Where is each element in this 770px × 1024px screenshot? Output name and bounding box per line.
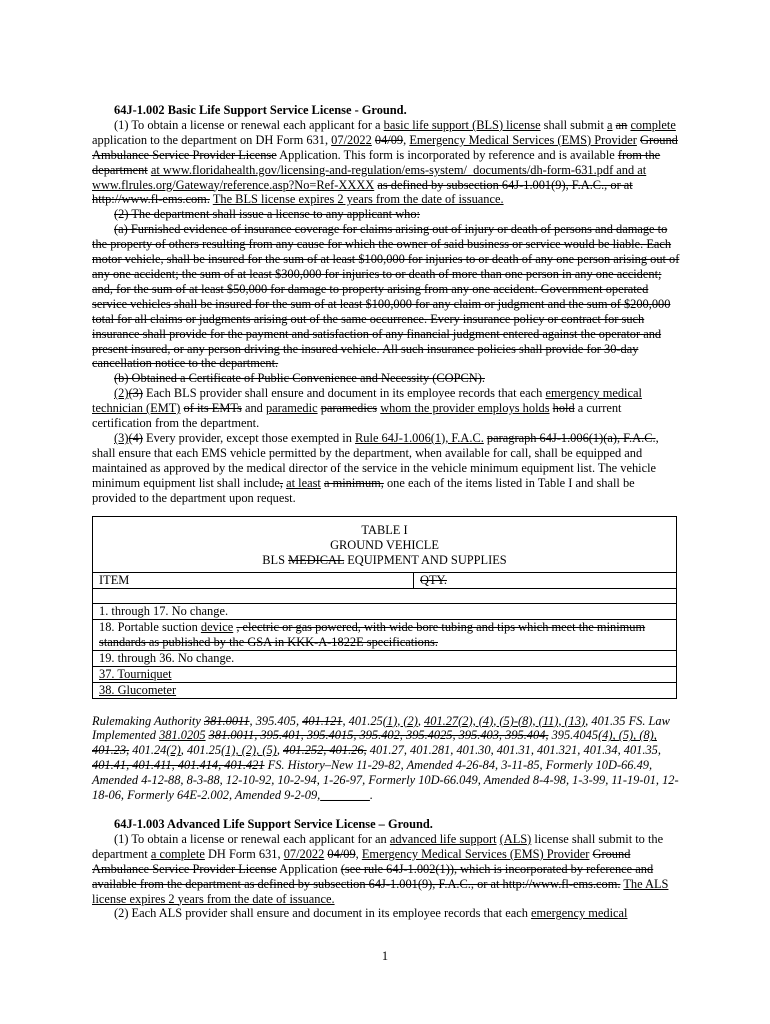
deleted-text: 04/09: [374, 132, 404, 147]
inserted-text: a complete: [150, 846, 205, 861]
table-title: [93, 517, 677, 573]
document-page: [92, 103, 680, 921]
deleted-text: as defined by subsection 64J-1.001(9), F.A.C., or at http://www.fl-ems.com.: [92, 177, 633, 207]
text-run: Rulemaking Authority: [92, 713, 204, 728]
inserted-text: 38. Glucometer: [99, 682, 177, 697]
inserted-text: (1), (2): [382, 713, 418, 728]
table-title-line-2: GROUND VEHICLE: [330, 538, 439, 553]
inserted-text: (3): [114, 430, 129, 445]
deleted-text: MEDICAL: [288, 553, 345, 568]
text-run: (1) To obtain a license or renewal each applicant for a: [114, 117, 384, 132]
column-header-item: ITEM: [93, 573, 414, 589]
deleted-text: 401.23,: [92, 743, 130, 758]
qty-label: QTY.: [420, 573, 447, 588]
inserted-text: (ALS): [499, 831, 532, 846]
deleted-text: (2) The department shall issue a license to any applicant who:: [114, 207, 421, 222]
inserted-text: whom the provider employs holds: [380, 401, 550, 416]
deleted-text: an: [615, 117, 628, 132]
text-run: 401.35 FS. Law Implemented: [92, 713, 670, 743]
inserted-text: 381.0205: [159, 728, 206, 743]
text-run: application to the department on DH Form 631,: [92, 132, 332, 147]
deleted-text: 381.0011, 395.401, 395.4015, 395.402, 395.4025, 395.403, 395.404,: [208, 728, 549, 743]
text-run: 395.4045: [548, 728, 599, 743]
inserted-text: at www.floridahealth.gov/licensing-and-regulation/ems-system/_documents/dh-form-631.pdf and at www.flrules.org/Gateway/reference.asp?No=Ref-XXXX: [92, 162, 647, 192]
text-run: FS. History–New 11-29-82, Amended 4-26-84, 3-11-85, Formerly 10D-66.49, Amended 4-12-88, 8-3-88, 12-10-92, 10-2-94, 1-26-97, Formerly 10D-66.049, Amended 8-4-98, 1-3-99, 11-19-01, 12-18-06, Formerly 64E-2.002, Amended 9-2-09,: [92, 758, 679, 803]
text-run: 401.24: [129, 743, 167, 758]
text-run: BLS: [262, 553, 289, 568]
section-heading-64j-1-003: 64J-1.003 Advanced Life Support Service License – Ground.: [114, 816, 433, 831]
inserted-text: a: [607, 117, 613, 132]
inserted-text: complete: [630, 117, 676, 132]
paragraph-4: [92, 431, 680, 506]
text-run: EQUIPMENT AND SUPPLIES: [344, 553, 507, 568]
inserted-text: 37. Tourniquet: [99, 666, 172, 681]
inserted-text: (2): [114, 386, 129, 401]
text-run: , 401.25: [180, 743, 222, 758]
inserted-text: ________: [320, 788, 370, 803]
deleted-text: (4): [128, 430, 143, 445]
section-heading-64j-1-002: 64J-1.002 Basic Life Support Service License - Ground.: [114, 103, 407, 117]
inserted-text: (2): [166, 743, 181, 758]
deleted-text: (a) Furnished evidence of insurance coverage for claims arising out of injury or death of persons and damage to the property of others resulting from any cause for which the owner of said business or service would be liable. Each motor vehicle, shall be insured for the sum of at least $100,000 for injuries to or death of any one person arising out of any one accident; the sum of at least $300,000 for injuries to or death of more than one person in any one accident; and, for the sum of at least $50,000 for damage to property arising from any one accident. Government operated service vehicles shall be insured for the sum of at least $100,000 for any claim or judgment and the sum of $200,000 total for all claims or judgments arising out of the same occurrence. Every insurance policy or contract for such insurance shall provide for the payment and satisfaction of any financial judgment entered against the operator and present insured, or any person driving the insured vehicle. All such insurance policies shall provide for 30-day cancellation notice to the department.: [92, 222, 680, 371]
inserted-text: device: [200, 620, 234, 634]
inserted-text: basic life support (BLS) license: [383, 117, 541, 132]
table-row: [93, 666, 677, 682]
table-row: [93, 682, 677, 698]
deleted-text: , electric or gas powered, with wide bore tubing and tips which meet the minimum standards as published by the GSA in KKK-A-1822E specifications.: [99, 620, 646, 649]
paragraph-3: [92, 386, 680, 431]
rule-history: [92, 714, 680, 803]
deleted-text: 381.0011: [203, 713, 250, 728]
inserted-text: Emergency Medical Services (EMS) Provider: [361, 846, 590, 861]
page-number: 1: [381, 949, 389, 963]
als-paragraph-1: [92, 832, 680, 907]
paragraph-2a: [92, 222, 680, 371]
inserted-text: 401.27(2), (4), (5)-(8), (11), (13),: [424, 713, 589, 728]
deleted-text: a minimum,: [323, 475, 384, 490]
text-run: (1) To obtain a license or renewal each applicant for an: [114, 831, 390, 846]
inserted-text: The BLS license expires 2 years from the date of issuance.: [212, 192, 504, 207]
deleted-text: Ground Ambulance Service Provider License: [92, 132, 678, 162]
inserted-text: Emergency Medical Services (EMS) Provider: [409, 132, 637, 147]
text-run: ,: [417, 713, 425, 728]
inserted-text: 07/2022: [283, 846, 325, 861]
inserted-text: paramedic: [265, 401, 318, 416]
text-run: Every provider, except those exempted in: [142, 430, 356, 445]
table-spacer-row: [93, 589, 677, 604]
text-run: shall submit: [540, 117, 608, 132]
text-run: a current certification from the department.: [92, 401, 622, 431]
inserted-text: Rule 64J-1.006(1), F.A.C.: [355, 430, 484, 445]
deleted-text: paramedics: [320, 401, 378, 416]
deleted-text: of its EMTs: [183, 401, 242, 416]
text-run: , 401.25: [342, 713, 383, 728]
text-run: DH Form 631,: [204, 846, 284, 861]
deleted-text: (see rule 64J-1.002(1)), which is incorporated by reference and available from the department as defined by subsection 64J-1.001(9), F.A.C., or at http://www.fl-ems.com.: [92, 861, 654, 891]
text-run: 1. through 17. No change.: [99, 604, 229, 619]
text-run: ,: [355, 846, 362, 861]
text-run: .: [369, 788, 373, 803]
deleted-text: (3): [128, 386, 143, 401]
deleted-text: Ground Ambulance Service Provider License: [92, 846, 631, 876]
deleted-text: 401.41, 401.411, 401.414, 401.421: [92, 758, 265, 773]
text-run: Each BLS provider shall ensure and document in its employee records that each: [142, 386, 546, 401]
als-paragraph-2: [92, 906, 680, 921]
inserted-text: (4), (5), (8),: [598, 728, 657, 743]
inserted-text: advanced life support: [389, 831, 497, 846]
text-run: 19. through 36. No change.: [99, 650, 235, 665]
column-header-qty: [414, 573, 677, 589]
text-run: ,: [403, 132, 410, 147]
inserted-text: at least: [286, 475, 321, 490]
paragraph-2: [92, 207, 680, 222]
table-row: [93, 650, 677, 666]
inserted-text: emergency medical: [531, 906, 628, 921]
text-run: and: [241, 401, 266, 416]
text-run: , shall ensure that each EMS vehicle permitted by the department, when available for call, shall be equipped and maintained as approved by the medical director of the service in the vehicle minimum equipment list. The vehicle minimum equipment list shall include: [92, 430, 659, 490]
table-row: [93, 620, 677, 651]
text-run: ,: [276, 743, 284, 758]
deleted-text: ,: [279, 475, 284, 490]
text-run: (2) Each ALS provider shall ensure and document in its employee records that each: [114, 906, 532, 921]
inserted-text: (1), (2), (5): [221, 743, 277, 758]
deleted-text: hold: [552, 401, 575, 416]
table-title-line-3: [99, 553, 670, 568]
inserted-text: The ALS license expires 2 years from the date of issuance.: [92, 876, 669, 906]
text-run: Application: [276, 861, 341, 876]
inserted-text: emergency medical technician (EMT): [92, 386, 642, 416]
deleted-text: paragraph 64J-1.006(1)(a), F.A.C.: [486, 430, 656, 445]
text-run: , 395.405,: [249, 713, 303, 728]
inserted-text: 07/2022: [331, 132, 372, 147]
text-run: one each of the items listed in Table I and shall be provided to the department upon request.: [92, 475, 635, 505]
deleted-text: from the department: [92, 147, 661, 177]
table-row: [93, 604, 677, 620]
text-run: 18. Portable suction: [99, 620, 201, 634]
deleted-text: (b) Obtained a Certificate of Public Convenience and Necessity (COPCN).: [114, 371, 485, 386]
paragraph-2b: [92, 371, 680, 386]
text-run: 401.27, 401.281, 401.30, 401.31, 401.321, 401.34, 401.35,: [366, 743, 661, 758]
table-title-line-1: TABLE I: [361, 523, 408, 538]
paragraph-1: [92, 118, 680, 207]
text-run: license shall submit to the department: [92, 831, 664, 861]
deleted-text: 401.252, 401.26,: [283, 743, 367, 758]
deleted-text: 401.121: [302, 713, 343, 728]
table-1: [92, 516, 677, 698]
deleted-text: 04/09: [327, 846, 356, 861]
text-run: Application. This form is incorporated by reference and is available: [276, 147, 618, 162]
